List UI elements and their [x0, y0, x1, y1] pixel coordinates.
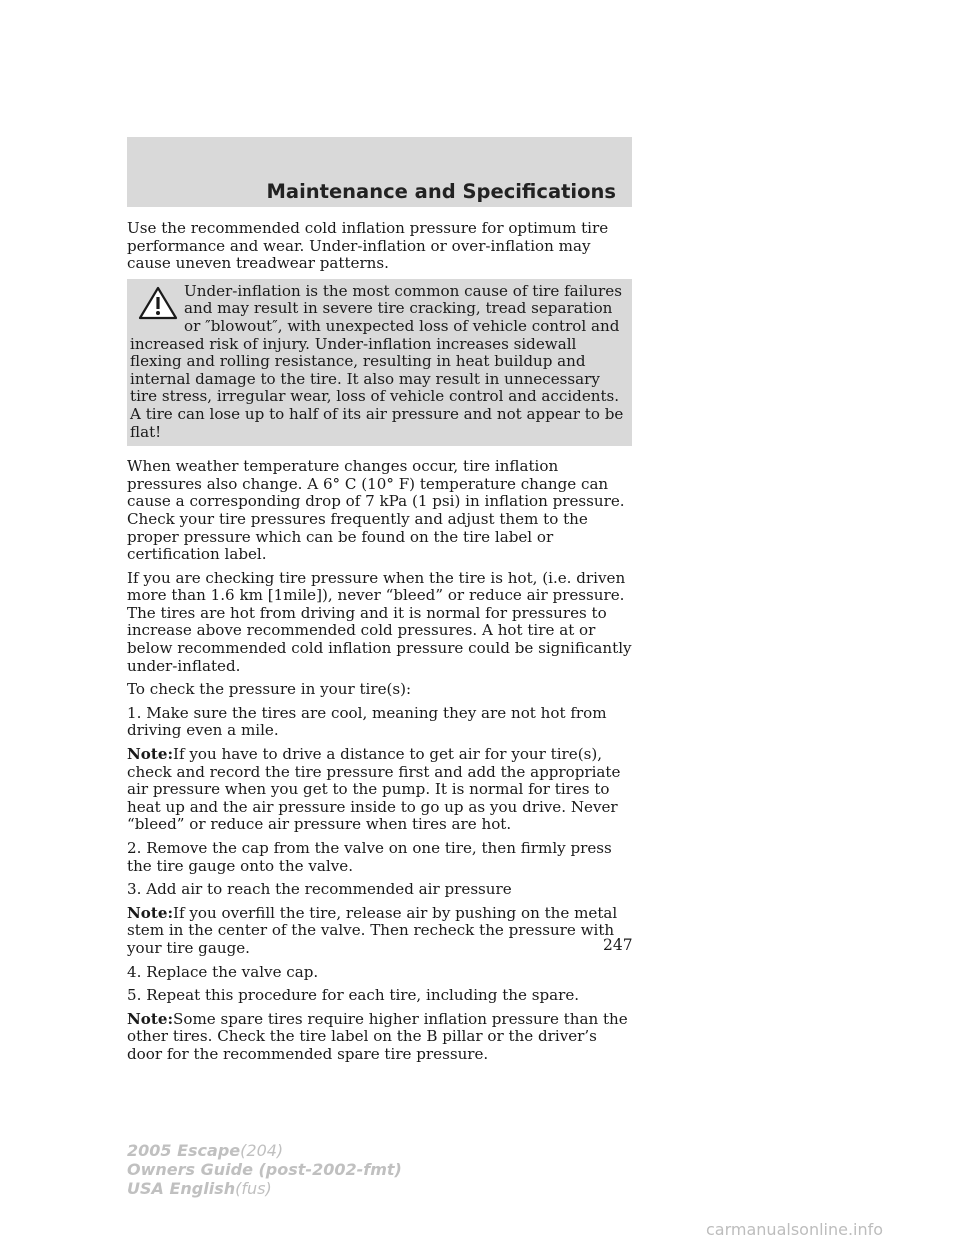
page-number: 247: [603, 936, 633, 954]
watermark: carmanualsonline.info: [706, 1220, 884, 1239]
note-text: If you overfill the tire, release air by pushing on the metal stem in the center of the valve. Then recheck the pressure with your tire gauge.: [127, 903, 618, 957]
note-1: [127, 746, 632, 834]
step-2: 2. Remove the cap from the valve on one tire, then firmly press the tire gauge onto the valve.: [127, 839, 612, 875]
footer-model-code: (204): [240, 1141, 284, 1160]
hot-tire-paragraph: If you are checking tire pressure when the tire is hot, (i.e. driven more than 1.6 km [1mile]), never “bleed” or reduce air pressure. The tires are hot from driving and it is normal for pressures to increase above recommended cold pressures. A hot tire at or below recommended cold inflation pressure could be significantly under-inflated.: [127, 568, 632, 675]
footer-line-1: [127, 1141, 402, 1160]
intro-paragraph: Use the recommended cold inflation pressure for optimum tire performance and wear. Under-inflation or over-inflation may cause uneven treadwear patterns.: [127, 219, 609, 273]
warning-box: [127, 279, 632, 446]
check-intro: To check the pressure in your tire(s):: [127, 680, 412, 699]
step-1: 1. Make sure the tires are cool, meaning they are not hot from driving even a mile.: [127, 703, 607, 740]
note-text: If you have to drive a distance to get air for your tire(s), check and record the tire pressure first and add the appropriate air pressure when you get to the pump. It is normal for tires to heat up and the air pressure inside to go up as you drive. Never “bleed” or reduce air pressure when tires are hot.: [127, 745, 621, 834]
note-label: Note:: [127, 1009, 174, 1028]
step-5: 5. Repeat this procedure for each tire, including the spare.: [127, 986, 580, 1005]
note-label: Note:: [127, 745, 174, 764]
weather-paragraph: When weather temperature changes occur, tire inflation pressures also change. A 6° C (10° F) temperature change can cause a corresponding drop of 7 kPa (1 psi) in inflation pressure. Check your tire pressures frequently and adjust them to the proper pressure which can be found on the tire label or certification label.: [127, 457, 625, 564]
footer-line-3: [127, 1179, 402, 1198]
note-label: Note:: [127, 903, 174, 922]
footer-language-code: (fus): [235, 1179, 272, 1198]
document-footer: [127, 1141, 402, 1198]
footer-model: 2005 Escape: [127, 1141, 241, 1160]
step-3: 3. Add air to reach the recommended air pressure: [127, 880, 512, 899]
page-content: [127, 220, 632, 1070]
section-title: Maintenance and Specifications: [266, 180, 616, 203]
section-header: [127, 137, 632, 207]
note-2: [127, 905, 632, 958]
warning-triangle-icon: [138, 286, 178, 320]
footer-language: USA English: [127, 1179, 236, 1198]
warning-text: Under-inflation is the most common cause of tire failures and may result in severe tire cracking, tread separation or ″blowout″, with unexpected loss of vehicle control and increased risk of injury. Under-inflation increases sidewall flexing and rolling resistance, resulting in heat buildup and internal damage to the tire. It also may result in unnecessary tire stress, irregular wear, loss of vehicle control and accidents. A tire can lose up to half of its air pressure and not appear to be flat!: [130, 281, 624, 441]
step-4: 4. Replace the valve cap.: [127, 962, 319, 981]
note-3: [127, 1011, 632, 1064]
note-text: Some spare tires require higher inflation pressure than the other tires. Check the tire label on the B pillar or the driver’s door for the recommended spare tire pressure.: [127, 1009, 628, 1063]
footer-line-2: Owners Guide (post-2002-fmt): [127, 1160, 402, 1179]
